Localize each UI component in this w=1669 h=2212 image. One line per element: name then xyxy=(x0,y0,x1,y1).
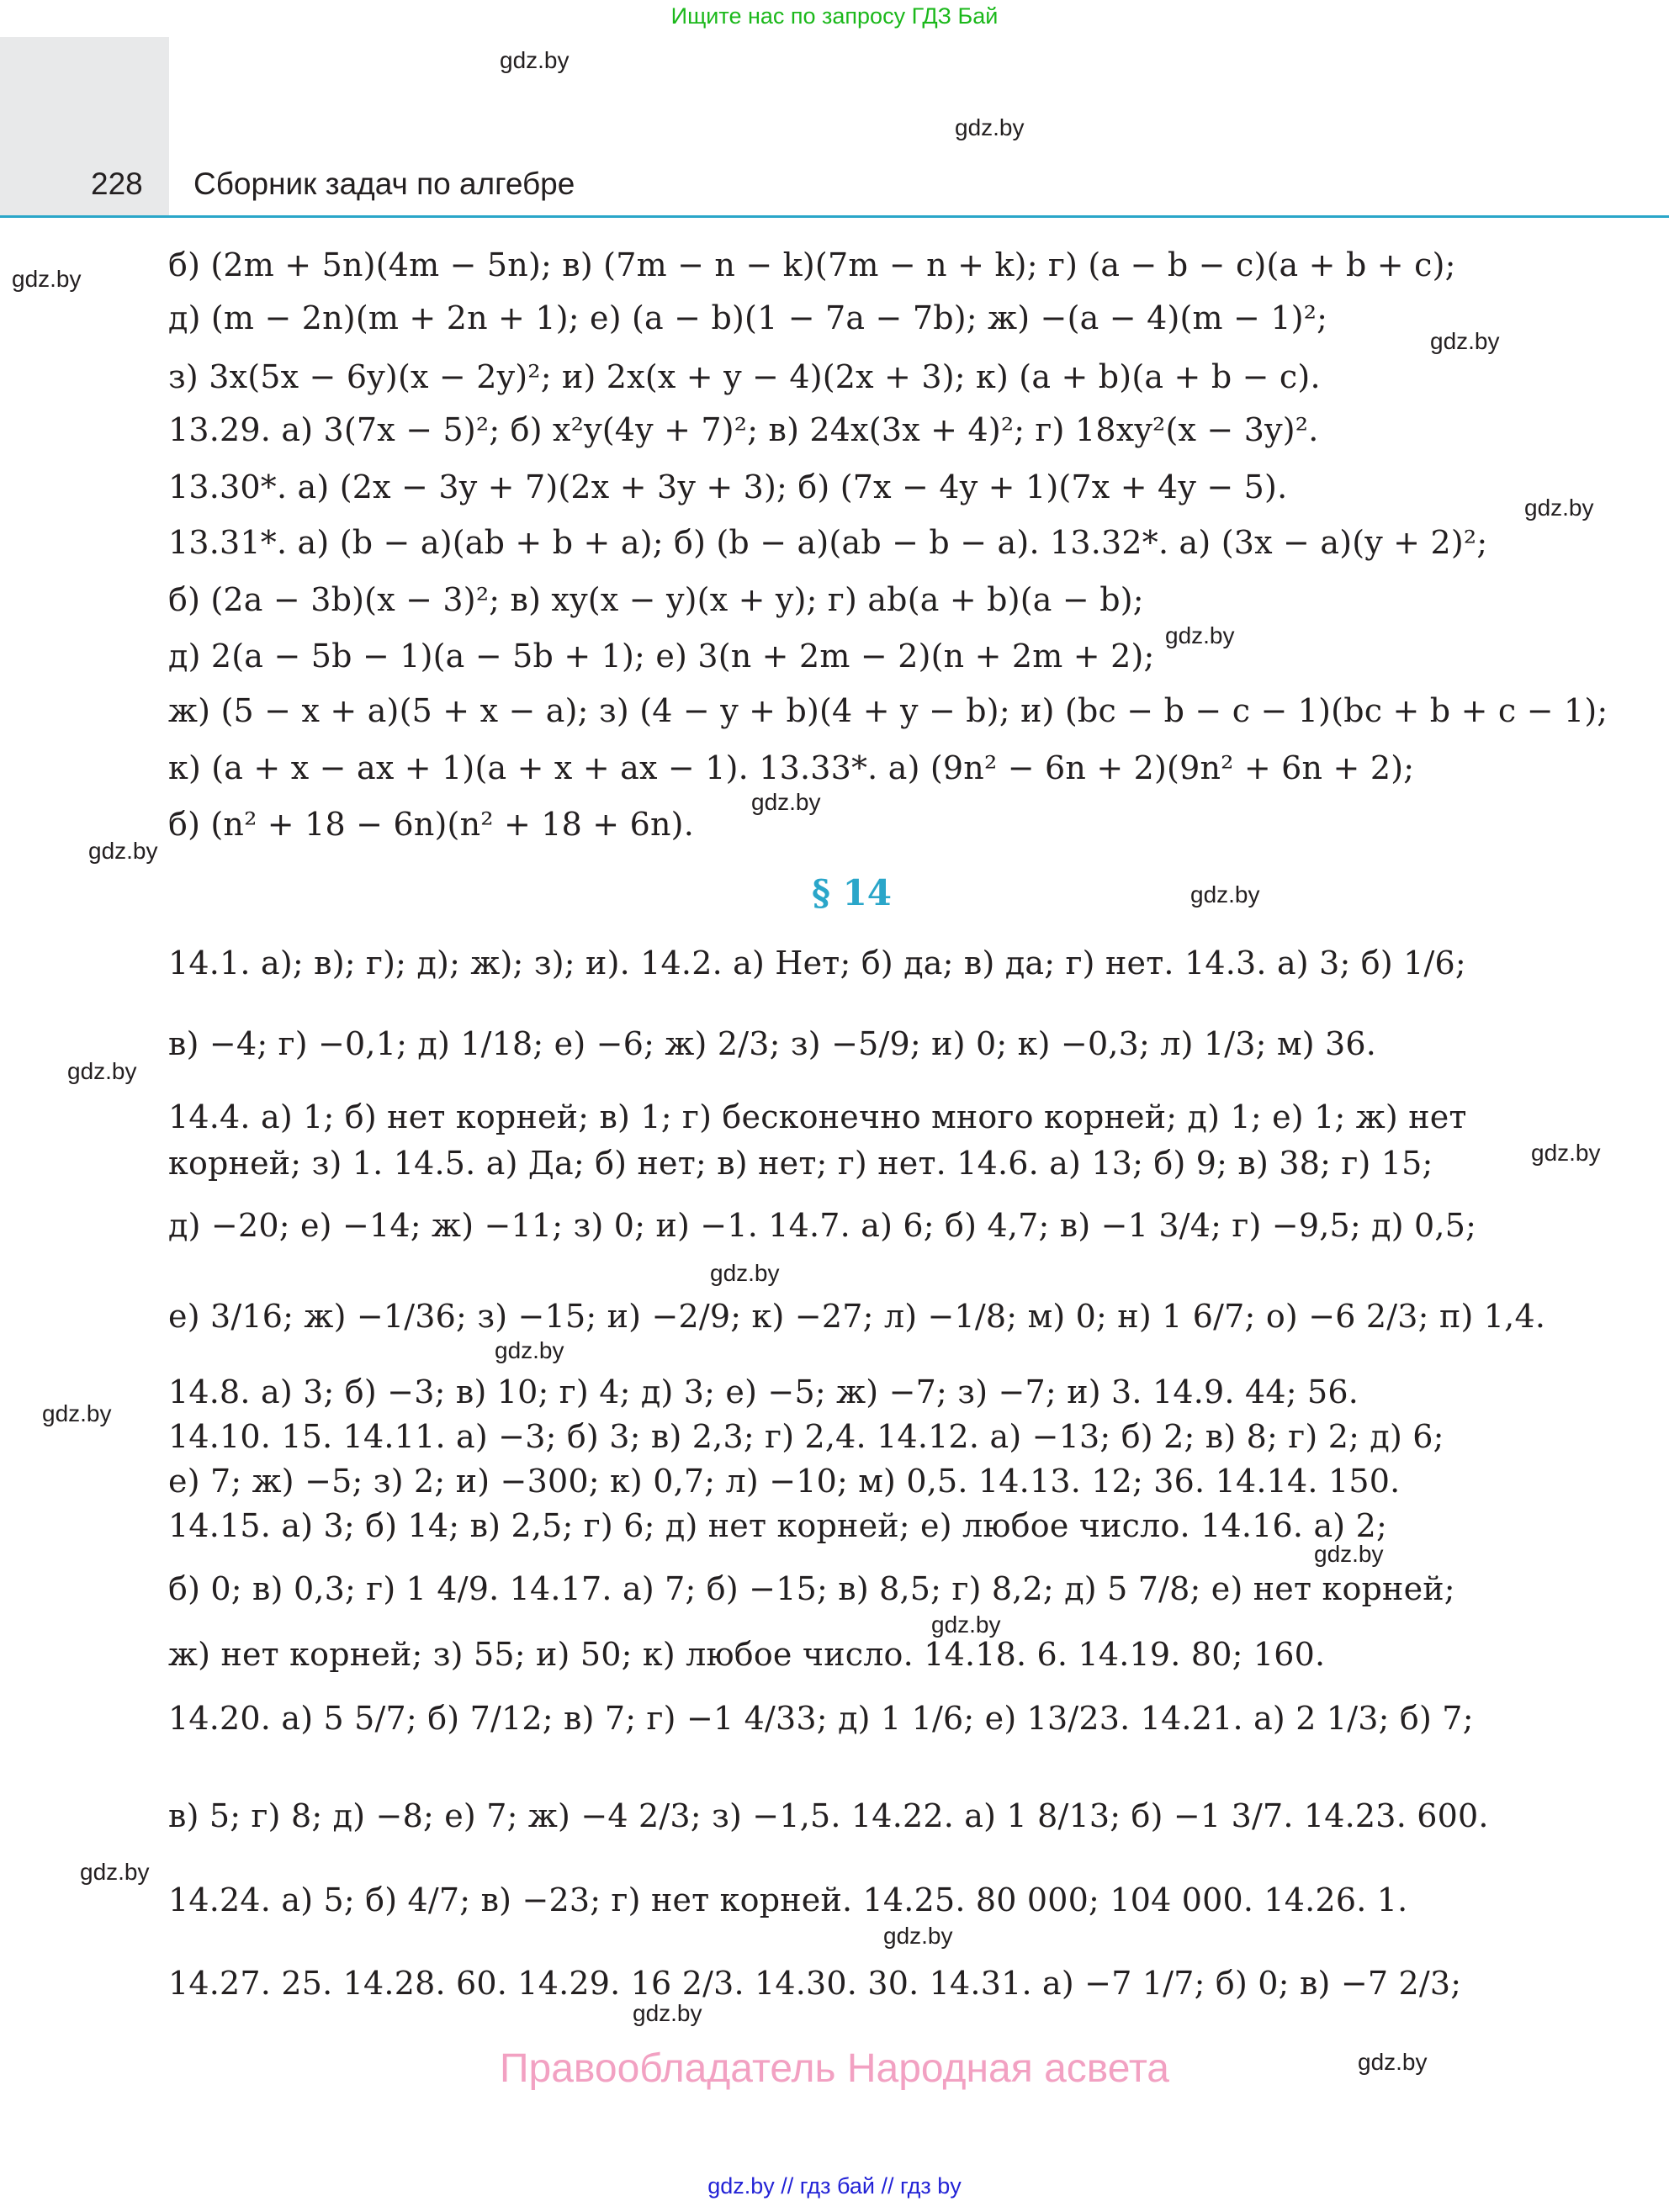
answer-line: д) (m − 2n)(m + 2n + 1); е) (a − b)(1 − 7a − 7b); ж) −(a − 4)(m − 1)²; xyxy=(168,299,1328,336)
watermark: gdz.by xyxy=(1314,1541,1384,1567)
watermark: gdz.by xyxy=(931,1611,1001,1638)
page-corner-block xyxy=(0,37,169,218)
answer-line: 13.30*. а) (2x − 3y + 7)(2x + 3y + 3); б) (7x − 4y + 1)(7x + 4y − 5). xyxy=(168,468,1288,505)
watermark: gdz.by xyxy=(67,1058,137,1084)
page-number: 228 xyxy=(91,167,143,201)
answer-line: б) 0; в) 0,3; г) 1 4/9. 14.17. а) 7; б) −15; в) 8,5; г) 8,2; д) 5 7/8; е) нет корней; xyxy=(168,1570,1455,1607)
answer-line: б) (2a − 3b)(x − 3)²; в) xy(x − y)(x + y); г) ab(a + b)(a − b); xyxy=(168,581,1144,618)
answer-line: 14.15. а) 3; б) 14; в) 2,5; г) 6; д) нет корней; е) любое число. 14.16. а) 2; xyxy=(168,1507,1387,1544)
answer-line: 14.8. а) 3; б) −3; в) 10; г) 4; д) 3; е) −5; ж) −7; з) −7; и) 3. 14.9. 44; 56. xyxy=(168,1373,1359,1410)
watermark: gdz.by xyxy=(710,1260,780,1286)
answer-line: ж) (5 − x + a)(5 + x − a); з) (4 − y + b)(4 + y − b); и) (bc − b − c − 1)(bc + b + c − 1); xyxy=(168,692,1608,729)
answer-line: к) (a + x − ax + 1)(a + x + ax − 1). 13.33*. а) (9n² − 6n + 2)(9n² + 6n + 2); xyxy=(168,749,1415,786)
watermark: gdz.by xyxy=(12,266,82,292)
watermark: gdz.by xyxy=(80,1859,150,1885)
answer-line: 14.4. а) 1; б) нет корней; в) 1; г) бесконечно много корней; д) 1; е) 1; ж) нет xyxy=(168,1098,1467,1135)
watermark: gdz.by xyxy=(633,2000,702,2026)
answer-line: 13.31*. а) (b − a)(ab + b + a); б) (b − a)(ab − b − a). 13.32*. а) (3x − a)(y + 2)²; xyxy=(168,524,1488,561)
watermark: gdz.by xyxy=(495,1337,564,1363)
answer-line: в) 5; г) 8; д) −8; е) 7; ж) −4 2/3; з) −1,5. 14.22. а) 1 8/13; б) −1 3/7. 14.23. 600. xyxy=(168,1797,1489,1834)
watermark: gdz.by xyxy=(88,838,158,864)
answer-line: е) 7; ж) −5; з) 2; и) −300; к) 0,7; л) −10; м) 0,5. 14.13. 12; 36. 14.14. 150. xyxy=(168,1463,1401,1500)
watermark: gdz.by xyxy=(1524,495,1594,521)
answer-line: ж) нет корней; з) 55; и) 50; к) любое число. 14.18. 6. 14.19. 80; 160. xyxy=(168,1636,1326,1673)
answer-line: б) (2m + 5n)(4m − 5n); в) (7m − n − k)(7m − n + k); г) (a − b − c)(a + b + c); xyxy=(168,246,1456,283)
answer-line: д) 2(a − 5b − 1)(a − 5b + 1); е) 3(n + 2m − 2)(n + 2m + 2); xyxy=(168,638,1155,675)
top-banner[interactable]: Ищите нас по запросу ГДЗ Бай xyxy=(670,3,999,29)
watermark: gdz.by xyxy=(883,1923,953,1949)
answer-line: д) −20; е) −14; ж) −11; з) 0; и) −1. 14.7. а) 6; б) 4,7; в) −1 3/4; г) −9,5; д) 0,5; xyxy=(168,1207,1477,1244)
answer-line: корней; з) 1. 14.5. а) Да; б) нет; в) нет; г) нет. 14.6. а) 13; б) 9; в) 38; г) 15; xyxy=(168,1145,1433,1182)
answer-line: 13.29. а) 3(7x − 5)²; б) x²y(4y + 7)²; в) 24x(3x + 4)²; г) 18xy²(x − 3y)². xyxy=(168,411,1319,448)
answer-line: 14.27. 25. 14.28. 60. 14.29. 16 2/3. 14.30. 30. 14.31. а) −7 1/7; б) 0; в) −7 2/3; xyxy=(168,1965,1462,2002)
copyright-notice: Правообладатель Народная асвета xyxy=(500,2046,1169,2091)
answer-line: 14.1. а); в); г); д); ж); з); и). 14.2. а) Нет; б) да; в) да; г) нет. 14.3. а) 3; б) 1/6; xyxy=(168,945,1466,982)
answer-line: 14.10. 15. 14.11. а) −3; б) 3; в) 2,3; г) 2,4. 14.12. а) −13; б) 2; в) 8; г) 2; д) 6; xyxy=(168,1418,1444,1455)
answer-line: б) (n² + 18 − 6n)(n² + 18 + 6n). xyxy=(168,806,694,843)
bottom-links[interactable]: gdz.by // гдз бай // гдз by xyxy=(707,2173,962,2199)
watermark: gdz.by xyxy=(1531,1140,1601,1166)
answer-line: в) −4; г) −0,1; д) 1/18; е) −6; ж) 2/3; з) −5/9; и) 0; к) −0,3; л) 1/3; м) 36. xyxy=(168,1025,1377,1062)
watermark: gdz.by xyxy=(1430,328,1500,354)
watermark: gdz.by xyxy=(42,1400,112,1426)
running-title: Сборник задач по алгебре xyxy=(193,167,575,201)
answer-line: е) 3/16; ж) −1/36; з) −15; и) −2/9; к) −27; л) −1/8; м) 0; н) 1 6/7; о) −6 2/3; п) 1,4. xyxy=(168,1298,1546,1335)
answer-line: з) 3x(5x − 6y)(x − 2y)²; и) 2x(x + y − 4)(2x + 3); к) (a + b)(a + b − c). xyxy=(168,358,1321,395)
answer-line: 14.24. а) 5; б) 4/7; в) −23; г) нет корней. 14.25. 80 000; 104 000. 14.26. 1. xyxy=(168,1881,1408,1918)
header-rule xyxy=(0,215,1669,218)
watermark: gdz.by xyxy=(955,114,1025,140)
watermark: gdz.by xyxy=(1358,2049,1428,2075)
section-heading: § 14 xyxy=(812,872,893,913)
watermark: gdz.by xyxy=(1165,622,1235,648)
answer-line: 14.20. а) 5 5/7; б) 7/12; в) 7; г) −1 4/33; д) 1 1/6; е) 13/23. 14.21. а) 2 1/3; б) 7; xyxy=(168,1700,1474,1737)
watermark: gdz.by xyxy=(751,789,821,815)
watermark: gdz.by xyxy=(1190,881,1260,908)
watermark: gdz.by xyxy=(500,47,570,73)
